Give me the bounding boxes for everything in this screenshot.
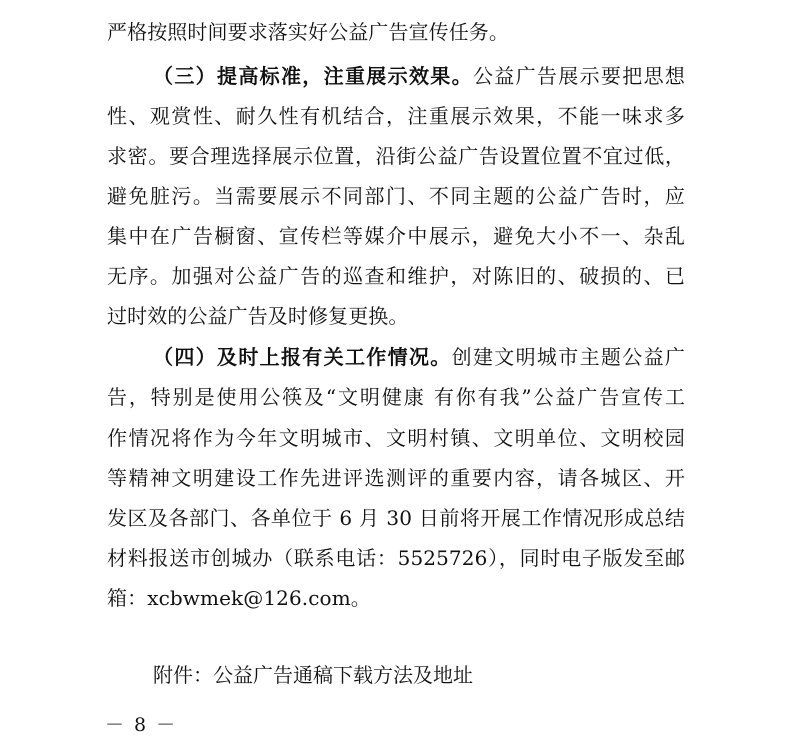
section-3-text: 公益广告展示要把思想	[472, 64, 685, 88]
section-3-first-line	[153, 56, 685, 96]
paragraph-line: 等精神文明建设工作先进评选测评的重要内容，请各城区、开	[107, 466, 685, 490]
paragraph-line: 求密。要合理选择展示位置，沿街公益广告设置位置不宜过低，	[107, 144, 685, 168]
section-4-first-line	[153, 337, 685, 377]
paragraph-line: 材料报送市创城办（联系电话：5525726），同时电子版发至邮	[107, 546, 685, 570]
paragraph-line: 无序。加强对公益广告的巡查和维护，对陈旧的、破损的、已	[107, 264, 685, 288]
paragraph-line: 告，特别是使用公筷及“文明健康 有你有我”公益广告宣传工	[107, 385, 685, 409]
paragraph-line: 避免脏污。当需要展示不同部门、不同主题的公益广告时，应	[107, 184, 685, 208]
paragraph-line: 严格按照时间要求落实好公益广告宣传任务。	[107, 20, 509, 44]
attachment-line: 附件：公益广告通稿下载方法及地址	[153, 663, 473, 687]
page-number: － 8 －	[105, 714, 178, 736]
paragraph-line: 性、观赏性、耐久性有机结合，注重展示效果，不能一味求多	[107, 104, 685, 128]
paragraph-line: 作情况将作为今年文明城市、文明村镇、文明单位、文明校园	[107, 426, 685, 450]
paragraph-line: 箱：xcbwmek@126.com。	[107, 586, 371, 610]
section-4-heading: （四）及时上报有关工作情况。	[153, 345, 452, 369]
paragraph-line: 集中在广告橱窗、宣传栏等媒介中展示，避免大小不一、杂乱	[107, 224, 685, 248]
paragraph-line: 发区及各部门、各单位于 6 月 30 日前将开展工作情况形成总结	[107, 506, 685, 530]
section-4-text: 创建文明城市主题公益广	[451, 345, 685, 369]
section-3-heading: （三）提高标准，注重展示效果。	[153, 64, 473, 88]
paragraph-line: 过时效的公益广告及时修复更换。	[107, 304, 409, 328]
